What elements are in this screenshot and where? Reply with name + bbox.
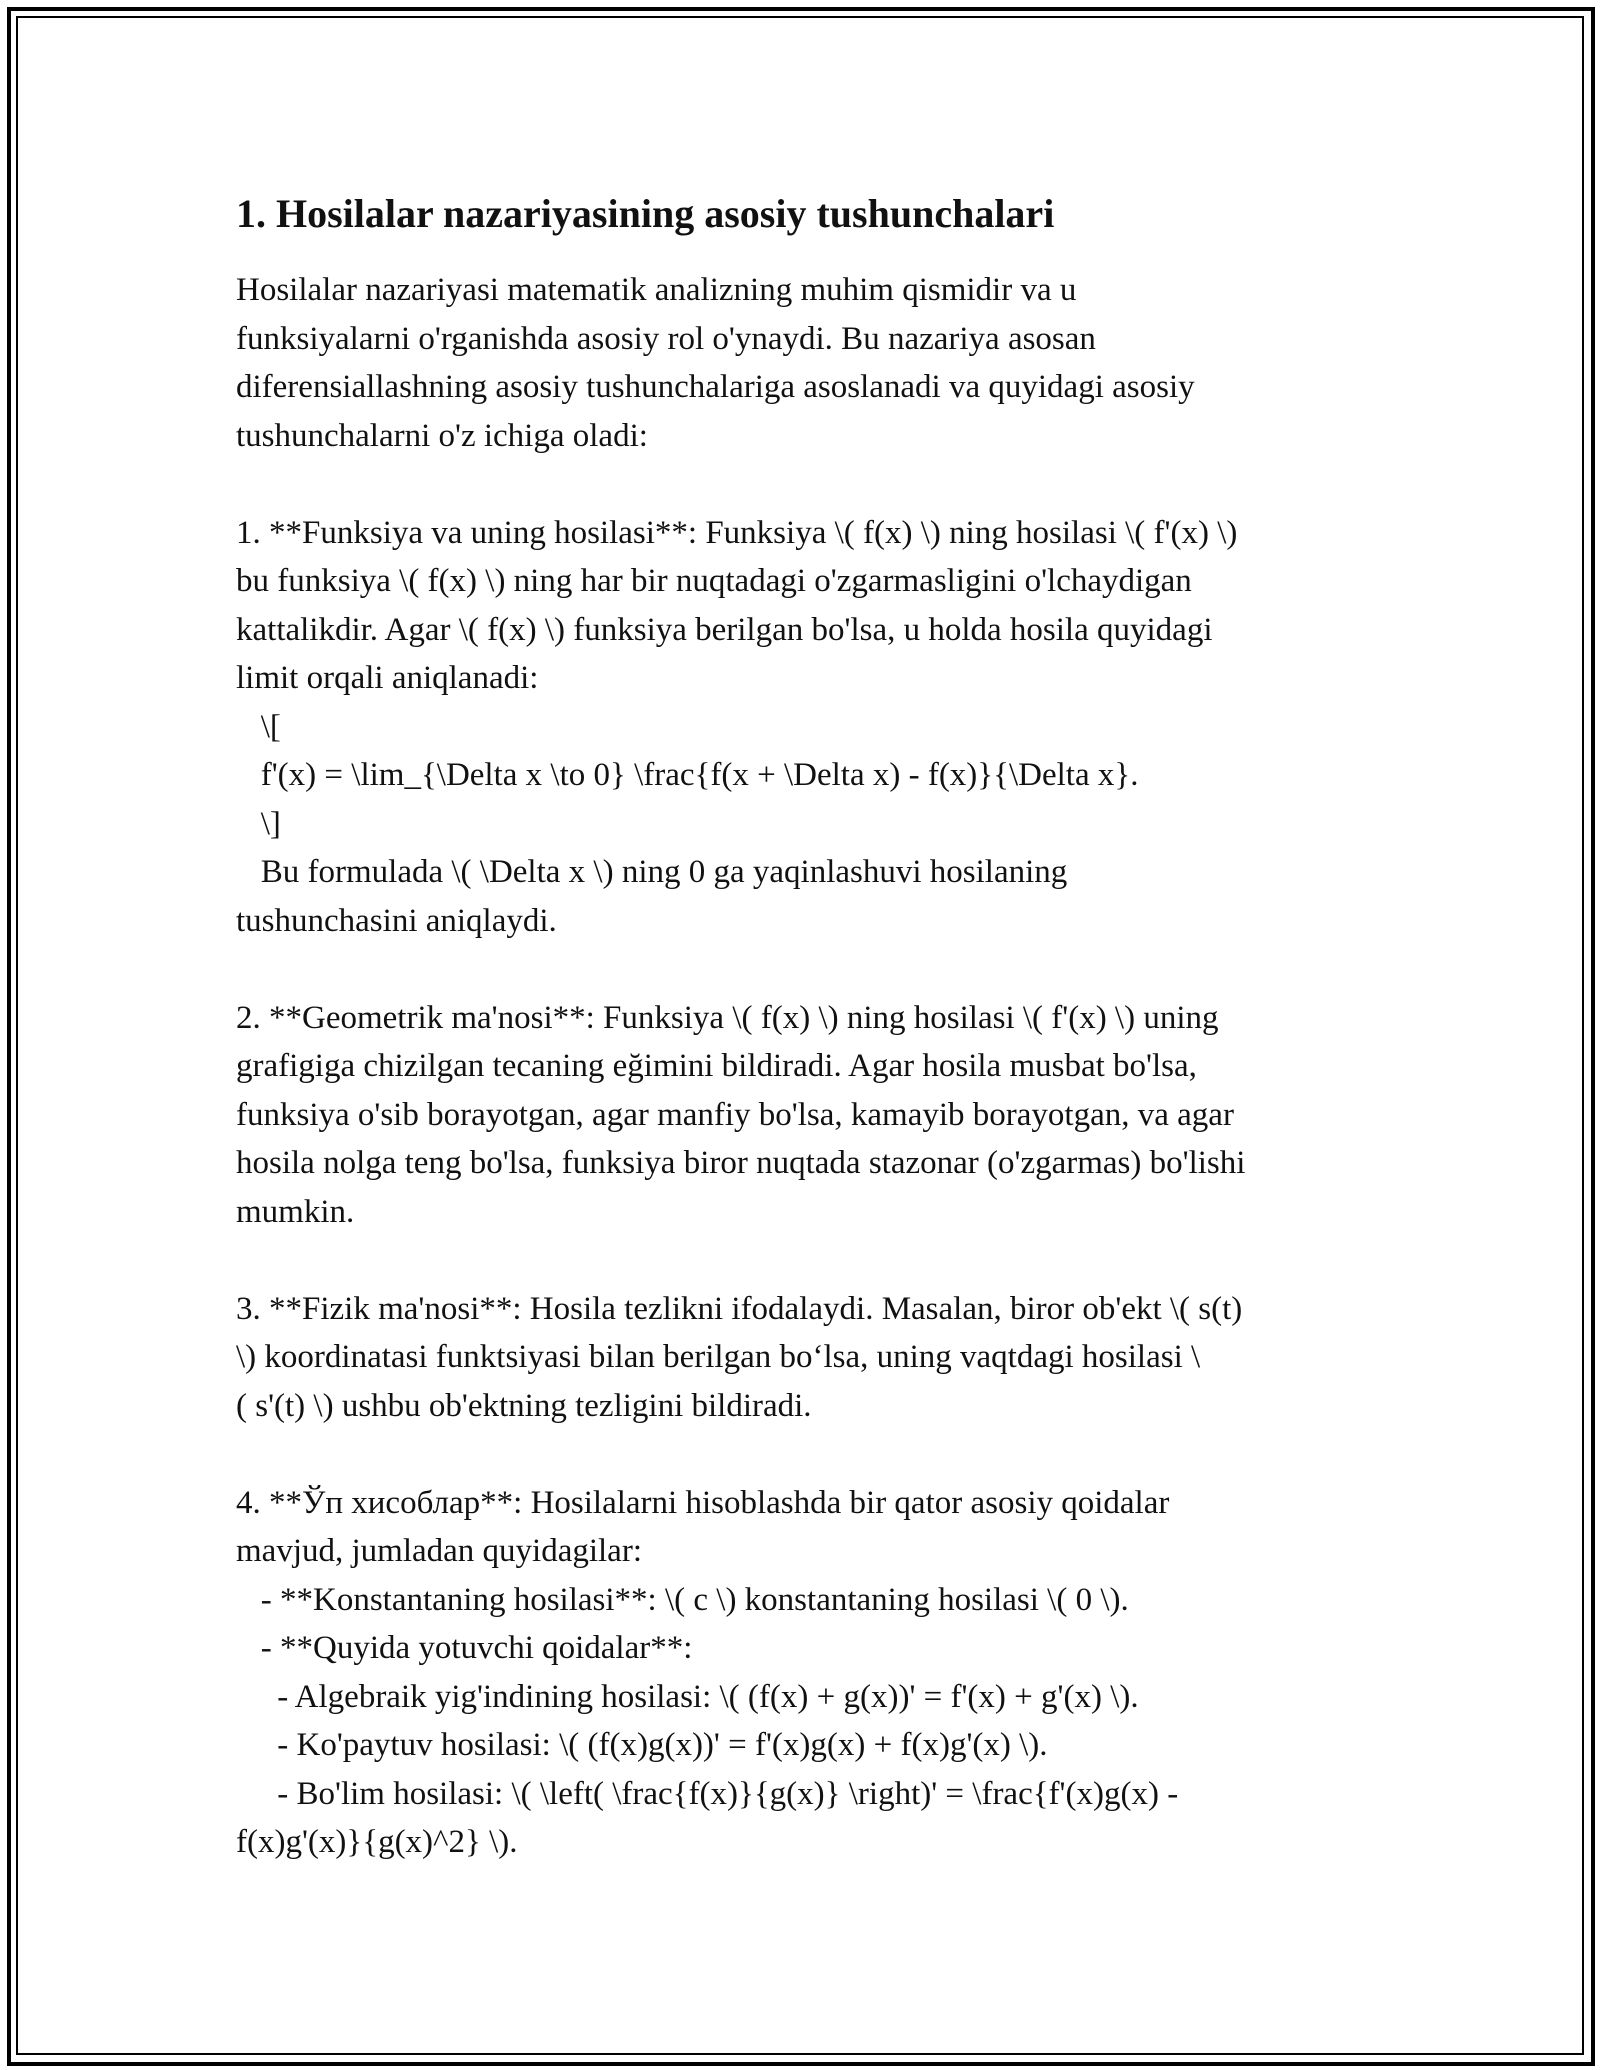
spacer-paragraph [236, 1430, 1366, 1479]
section-physical-meaning: 3. **Fizik ma'nosi**: Hosila tezlikni ifodalaydi. Masalan, biror ob'ekt \( s(t) \) koordinatasi funktsiyasi bilan berilgan bo‘lsa, uning vaqtdagi hosilasi \ ( s'(t) \) ushbu ob'ektning tezligini bildiradi. [236, 1290, 1243, 1424]
section-geometric-meaning: 2. **Geometrik ma'nosi**: Funksiya \( f(x) \) ning hosilasi \( f'(x) \) uning grafigiga chizilgan tecaning eğimini bildiradi. Agar hosila musbat bo'lsa, funksiya o'sib borayotgan, agar manfiy bo'lsa, kamayib borayotgan, va agar hosila nolga teng bo'lsa, funksiya biror nuqtada stazonar (o'zgarmas) bo'lishi mumkin. [236, 999, 1246, 1230]
spacer-paragraph [236, 1236, 1366, 1285]
intro-paragraph: Hosilalar nazariyasi matematik analizning muhim qismidir va u funksiyalarni o'rganishda asosiy rol o'ynaydi. Bu nazariya asosan diferensiallashning asosiy tushunchalariga asoslanadi va quyidagi asosiy tushunchalarni o'z ichiga oladi: [236, 272, 1195, 454]
spacer-paragraph [236, 945, 1366, 994]
document-body [236, 188, 1366, 1867]
section-derivative-definition: 1. **Funksiya va uning hosilasi**: Funksiya \( f(x) \) ning hosilasi \( f'(x) \) bu funksiya \( f(x) \) ning har bir nuqtadagi o'zgarmasligini o'lchaydigan kattalikdir. Agar \( f(x) \) funksiya berilgan bo'lsa, u holda hosila quyidagi limit orqali aniqlanadi: \[ f'(x) = \lim_{\Delta x \to 0} \frac{f(x + \Delta x) - f(x)}{\Delta x}. \] Bu formulada \( \Delta x \) ning 0 ga yaqinlashuvi hosilaning tushunchasini aniqlaydi. [236, 514, 1238, 939]
document-title: 1. Hosilalar nazariyasining asosiy tushunchalari [236, 191, 1055, 236]
section-calculation-rules: 4. **Ўп хисоблар**: Hosilalarni hisoblashda bir qator asosiy qoidalar mavjud, jumladan quyidagilar: - **Konstantaning hosilasi**: \( c \) konstantaning hosilasi \( 0 \). - **Quyida yotuvchi qoidalar**: - Algebraik yig'indining hosilasi: \( (f(x) + g(x))' = f'(x) + g'(x) \). - Ko'paytuv hosilasi: \( (f(x)g(x))' = f'(x)g(x) + f(x)g'(x) \). - Bo'lim hosilasi: \( \left( \frac{f(x)}{g(x)} \right)' = \frac{f'(x)g(x) - f(x)g'(x)}{g(x)^2} \). [236, 1484, 1179, 1860]
spacer-paragraph [236, 460, 1366, 509]
